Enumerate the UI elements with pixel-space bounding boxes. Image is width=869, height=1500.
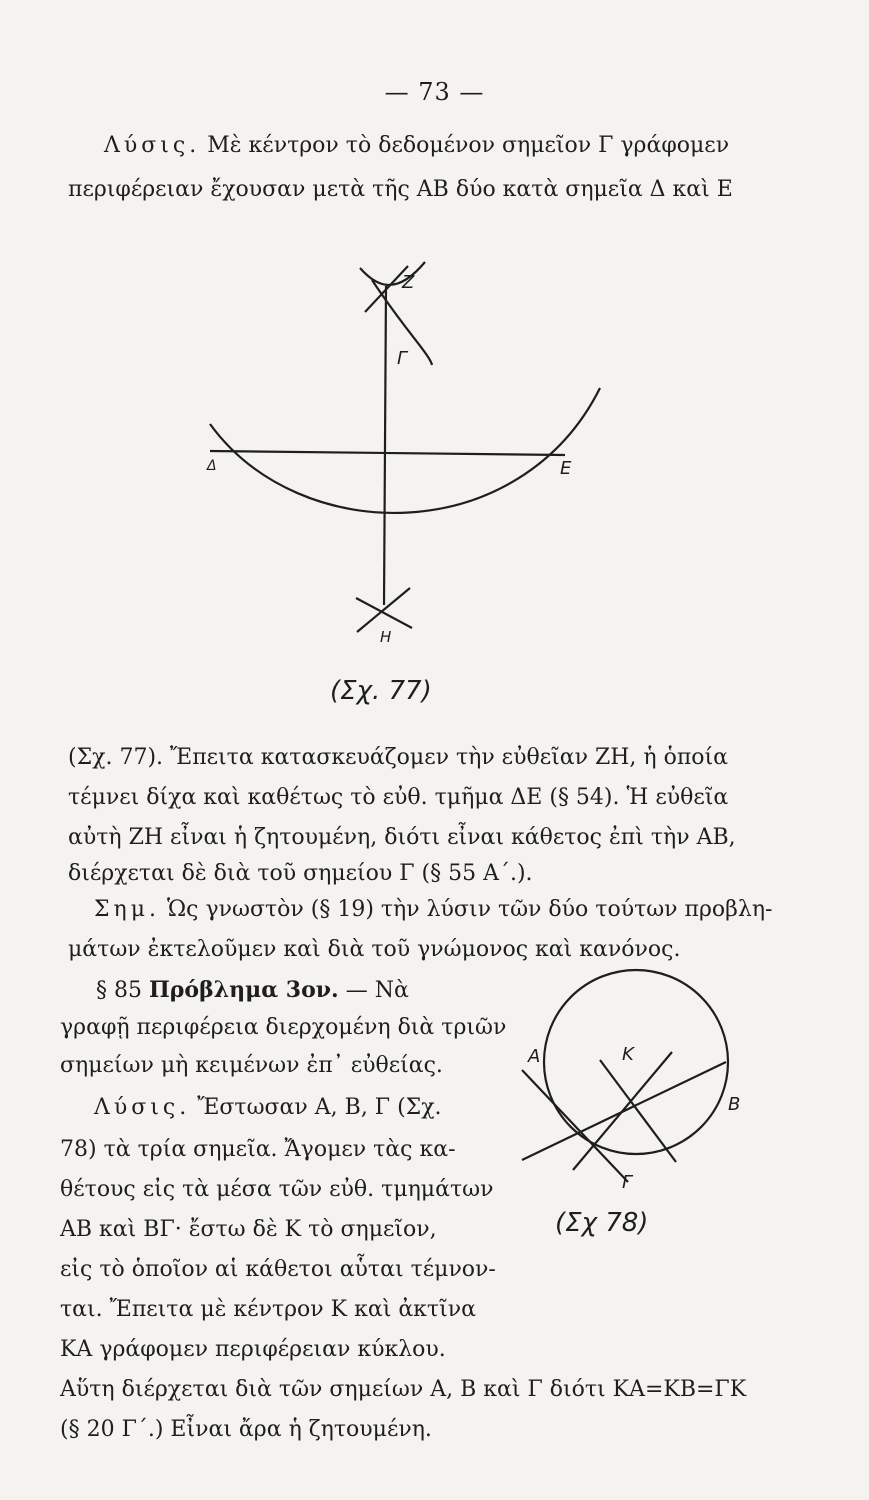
problem-line-2: γραφῇ περιφέρεια διερχομένη διὰ τριῶν <box>60 1015 507 1040</box>
note-text: Ὡς γνωστὸν (§ 19) τὴν λύσιν τῶν δύο τούτων προβλη- <box>160 897 773 922</box>
solution-text: Ἔστωσαν Α, Β, Γ (Σχ. <box>190 1095 442 1120</box>
circumscribed-circle <box>544 970 728 1154</box>
point-label-b: Β <box>728 1094 741 1115</box>
figure-78-caption: (Σχ 78) <box>555 1208 649 1238</box>
solution-line-1 <box>94 1094 442 1122</box>
paragraph-1-line-1 <box>104 132 729 160</box>
point-label-z: Ζ <box>402 272 415 293</box>
paragraph-2-line-3: αὐτὴ ΖΗ εἶναι ἡ ζητουμένη, διότι εἶναι κάθετος ἐπὶ τὴν ΑΒ, <box>68 825 736 850</box>
paragraph-1-line-2: περιφέρειαν ἔχουσαν μετὰ τῆς ΑΒ δύο κατὰ σημεῖα Δ καὶ Ε <box>68 177 733 202</box>
solution-line-8: Αὕτη διέρχεται διὰ τῶν σημείων Α, Β καὶ Γ διότι ΚΑ=ΚΒ=ΓΚ <box>60 1377 747 1402</box>
line-1 <box>522 1070 628 1182</box>
point-label-a: Α <box>528 1046 541 1067</box>
point-label-d: Δ <box>207 458 217 474</box>
bottom-cross-line-1 <box>356 598 412 628</box>
top-arc-left <box>360 262 425 285</box>
point-label-g78: Γ <box>622 1172 633 1193</box>
line-4 <box>522 1062 726 1160</box>
line-2 <box>573 1052 672 1170</box>
figure-77-caption: (Σχ. 77) <box>330 676 432 706</box>
solution-line-5: εἰς τὸ ὁποῖον αἱ κάθετοι αὗται τέμνον- <box>60 1257 496 1282</box>
solution-line-2: 78) τὰ τρία σημεῖα. Ἄγομεν τὰς κα- <box>60 1137 456 1162</box>
point-label-g: Γ <box>397 348 408 369</box>
note-line-2: μάτων ἐκτελοῦμεν καὶ διὰ τοῦ γνώμονος καὶ κανόνος. <box>68 937 681 962</box>
solution-2-lead: Λύσις. <box>94 1095 191 1120</box>
page-number: — 73 — <box>384 78 485 106</box>
paragraph-2-line-4: διέρχεται δὲ διὰ τοῦ σημείου Γ (§ 55 Α΄.). <box>68 861 533 886</box>
note-line-1 <box>94 896 772 924</box>
circle-arc-de <box>210 388 600 513</box>
paragraph-1-text: Μὲ κέντρον τὸ δεδομένον σημεῖον Γ γράφομεν <box>200 133 730 158</box>
paragraph-2-line-1: (Σχ. 77). Ἔπειτα κατασκευάζομεν τὴν εὐθεῖαν ΖΗ, ἡ ὁποία <box>68 745 729 770</box>
problem-line-1 <box>96 976 409 1005</box>
solution-line-4: ΑΒ καὶ ΒΓ· ἔστω δὲ Κ τὸ σημεῖον, <box>60 1217 437 1242</box>
solution-line-6: ται. Ἔπειτα μὲ κέντρον Κ καὶ ἀκτῖνα <box>60 1297 476 1322</box>
solution-lead: Λύσις. <box>104 133 201 158</box>
solution-line-7: ΚΑ γράφομεν περιφέρειαν κύκλου. <box>60 1337 446 1362</box>
note-lead: Σημ. <box>94 897 161 922</box>
segment-de <box>210 451 565 455</box>
problem-text: — Νὰ <box>345 978 409 1003</box>
problem-heading: Πρόβλημα 3ον. <box>149 977 339 1003</box>
point-label-k: Κ <box>622 1044 634 1065</box>
point-label-e: Ε <box>560 458 572 479</box>
paragraph-2-line-2: τέμνει δίχα καὶ καθέτως τὸ εὐθ. τμῆμα ΔΕ (§ 54). Ἡ εὐθεῖα <box>68 785 729 810</box>
perpendicular-zh <box>384 286 386 605</box>
line-3 <box>600 1060 676 1162</box>
bottom-cross-line-2 <box>357 588 410 632</box>
problem-line-3: σημείων μὴ κειμένων ἐπ᾽ εὐθείας. <box>60 1053 443 1078</box>
point-label-h: Η <box>380 628 392 646</box>
section-number: § 85 <box>96 978 142 1003</box>
solution-line-3: θέτους εἰς τὰ μέσα τῶν εὐθ. τμημάτων <box>60 1177 494 1202</box>
solution-line-9: (§ 20 Γ΄.) Εἶναι ἄρα ἡ ζητουμένη. <box>60 1417 432 1442</box>
